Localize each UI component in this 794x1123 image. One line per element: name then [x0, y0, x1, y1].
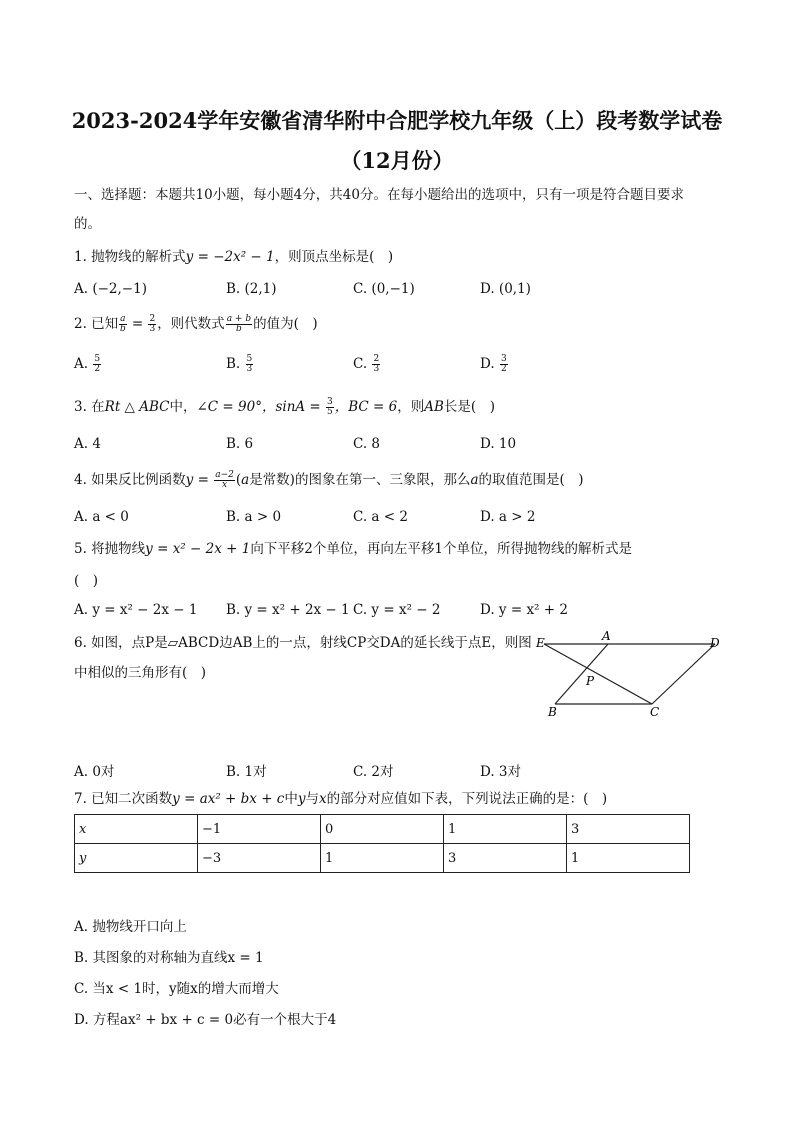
q2-c-den: 3 — [373, 364, 380, 374]
q1-text: 1. 抛物线的解析式 — [74, 249, 186, 265]
table-cell: 3 — [567, 815, 690, 844]
q2-text-end: 的值为( ) — [253, 316, 318, 332]
q2-frac2-num: 2 — [149, 314, 156, 324]
q1-option-d: D. (0,1) — [480, 281, 531, 297]
q3-option-b: B. 6 — [226, 436, 254, 452]
table-row — [75, 815, 690, 844]
q2-option-c — [353, 355, 381, 374]
table-cell: −3 — [198, 844, 321, 873]
question-2-stem — [74, 315, 318, 334]
q5-text: 5. 将抛物线 — [74, 541, 146, 557]
q4-text-2: 是常数)的图象在第一、三象限，那么 — [249, 472, 471, 488]
q7-text-2: 中 — [284, 791, 298, 807]
table-cell: y — [75, 844, 198, 873]
q5-option-b: B. y = x² + 2x − 1 — [226, 602, 350, 618]
q7-text: 7. 已知二次函数 — [74, 791, 173, 807]
q3-text-end: 长是( ) — [443, 399, 495, 415]
q5-formula: y = x² − 2x + 1 — [145, 541, 251, 557]
table-cell: 0 — [321, 815, 444, 844]
q3-frac-3-5 — [326, 398, 334, 417]
label-A: A — [602, 629, 611, 643]
q2-text-mid: ，则代数式 — [157, 316, 225, 332]
q3-angle-sin: ∠C = 90°，sinA = — [196, 399, 326, 415]
paper-subtitle: （12月份） — [340, 148, 454, 173]
q1-option-b: B. (2,1) — [226, 281, 277, 297]
q2-b-den: 3 — [246, 364, 253, 374]
q5-option-a: A. y = x² − 2x − 1 — [74, 602, 198, 618]
q2-frac3-num: a + b — [226, 314, 252, 324]
q2-frac1-num: a — [120, 314, 126, 324]
paper-title: 2023-2024学年安徽省清华附中合肥学校九年级（上）段考数学试卷 — [71, 108, 723, 133]
q4-option-c: C. a < 2 — [353, 509, 408, 525]
q2-option-a — [74, 355, 102, 374]
q4-text-end: 的取值范围是( ) — [478, 472, 584, 488]
table-cell: 1 — [444, 815, 567, 844]
q1-option-c: C. (0,−1) — [353, 281, 415, 297]
table-cell: 1 — [567, 844, 690, 873]
q1-option-a: A. (−2,−1) — [74, 281, 147, 297]
q2-c-num: 2 — [373, 354, 380, 364]
q4-a: a — [241, 472, 250, 488]
q6-option-c: C. 2对 — [353, 764, 394, 780]
table-row — [75, 844, 690, 873]
q3-option-a: A. 4 — [74, 436, 101, 452]
q5-option-d: D. y = x² + 2 — [480, 602, 568, 618]
q4-option-a: A. a < 0 — [74, 509, 129, 525]
q2-option-a-frac — [93, 355, 101, 374]
q7-y: y — [297, 791, 306, 807]
q2-option-d-frac — [500, 355, 508, 374]
q6-option-a: A. 0对 — [74, 764, 115, 780]
question-1-stem — [74, 248, 393, 266]
q2-option-b — [226, 355, 254, 374]
q2-option-c-label: C. — [353, 356, 368, 372]
q7-formula: y = ax² + bx + c — [172, 791, 285, 807]
q4-option-d: D. a > 2 — [480, 509, 536, 525]
q3-text-3: ，则 — [397, 399, 425, 415]
q2-frac2-den: 3 — [149, 324, 156, 334]
q3-text-2: 中， — [169, 399, 197, 415]
q7-option-a: A. 抛物线开口向上 — [74, 919, 187, 935]
question-4-stem — [74, 471, 584, 490]
q2-frac1-den: b — [119, 324, 126, 334]
table-cell: −1 — [198, 815, 321, 844]
q2-option-b-label: B. — [226, 356, 241, 372]
q1-formula: y = −2x² − 1 — [185, 249, 275, 265]
q3-triangle: Rt △ ABC — [104, 399, 170, 415]
q2-d-den: 2 — [500, 364, 507, 374]
table-cell: x — [75, 815, 198, 844]
line-EC — [544, 644, 652, 704]
q3-option-c: C. 8 — [353, 436, 381, 452]
q2-option-d-label: D. — [480, 356, 495, 372]
q2-equals: = — [127, 316, 148, 332]
label-C: C — [650, 705, 660, 719]
section-heading: 一、选择题：本题共10小题，每小题4分，共40分。在每小题给出的选项中，只有一项是符合题目要求 — [74, 187, 684, 203]
table-cell: 1 — [321, 844, 444, 873]
q2-frac-2-3 — [148, 315, 156, 334]
parallelogram-figure — [530, 628, 730, 724]
line-DC — [652, 644, 715, 704]
q4-frac-num: a−2 — [215, 470, 234, 480]
question-3-stem — [74, 398, 495, 417]
q2-frac-apb-b — [226, 315, 252, 334]
q4-text: 4. 如果反比例函数 — [74, 472, 186, 488]
q7-text-end: 的部分对应值如下表，下列说法正确的是：( ) — [326, 791, 608, 807]
q2-option-c-frac — [372, 355, 380, 374]
line-AB — [555, 644, 608, 704]
q2-text: 2. 已知 — [74, 316, 119, 332]
label-D: D — [710, 636, 720, 650]
q7-text-3: 与 — [305, 791, 320, 807]
q3-bc: ，BC = 6 — [334, 399, 398, 415]
q2-b-num: 5 — [246, 354, 253, 364]
question-6-stem-cont: 中相似的三角形有( ) — [74, 665, 207, 681]
q4-paren: ( — [235, 472, 242, 488]
q1-text-end: ，则顶点坐标是( ) — [274, 249, 394, 265]
q5-text-end: 向下平移2个单位，再向左平移1个单位，所得抛物线的解析式是 — [250, 541, 632, 557]
question-5-stem — [74, 540, 632, 558]
q7-x: x — [319, 791, 327, 807]
q4-a-2: a — [470, 472, 479, 488]
q2-a-den: 2 — [94, 364, 101, 374]
label-B: B — [548, 705, 557, 719]
q4-option-b: B. a > 0 — [226, 509, 282, 525]
section-heading-cont: 的。 — [74, 216, 101, 232]
label-P: P — [586, 674, 595, 688]
q2-d-num: 3 — [500, 354, 507, 364]
q7-option-b: B. 其图象的对称轴为直线x = 1 — [74, 950, 264, 966]
q2-option-d — [480, 355, 509, 374]
q3-option-d: D. 10 — [480, 436, 517, 452]
q2-option-b-frac — [246, 355, 254, 374]
q3-frac-num: 3 — [327, 397, 333, 407]
q3-text: 3. 在 — [74, 399, 105, 415]
q2-option-a-label: A. — [74, 356, 89, 372]
question-6-stem: 6. 如图，点P是▱ABCD边AB上的一点，射线CP交DA的延长线于点E，则图 — [74, 635, 532, 651]
q3-frac-den: 5 — [327, 407, 333, 417]
q6-option-d: D. 3对 — [480, 764, 522, 780]
q2-frac-a-b — [119, 315, 126, 334]
q2-a-num: 5 — [94, 354, 101, 364]
q2-frac3-den: b — [236, 324, 242, 334]
value-table — [74, 814, 690, 873]
q5-option-c: C. y = x² − 2 — [353, 602, 441, 618]
q4-frac-den: x — [221, 480, 228, 490]
q4-frac — [214, 471, 235, 490]
q6-option-b: B. 1对 — [226, 764, 267, 780]
question-7-stem — [74, 790, 607, 808]
q7-option-c: C. 当x < 1时，y随x的增大而增大 — [74, 981, 279, 997]
q7-option-d: D. 方程ax² + bx + c = 0必有一个根大于4 — [74, 1012, 337, 1028]
q4-y-eq: y = — [185, 472, 214, 488]
question-5-stem-cont: ( ) — [74, 573, 99, 589]
q3-ab: AB — [424, 399, 444, 415]
table-cell: 3 — [444, 844, 567, 873]
label-E: E — [536, 636, 545, 650]
